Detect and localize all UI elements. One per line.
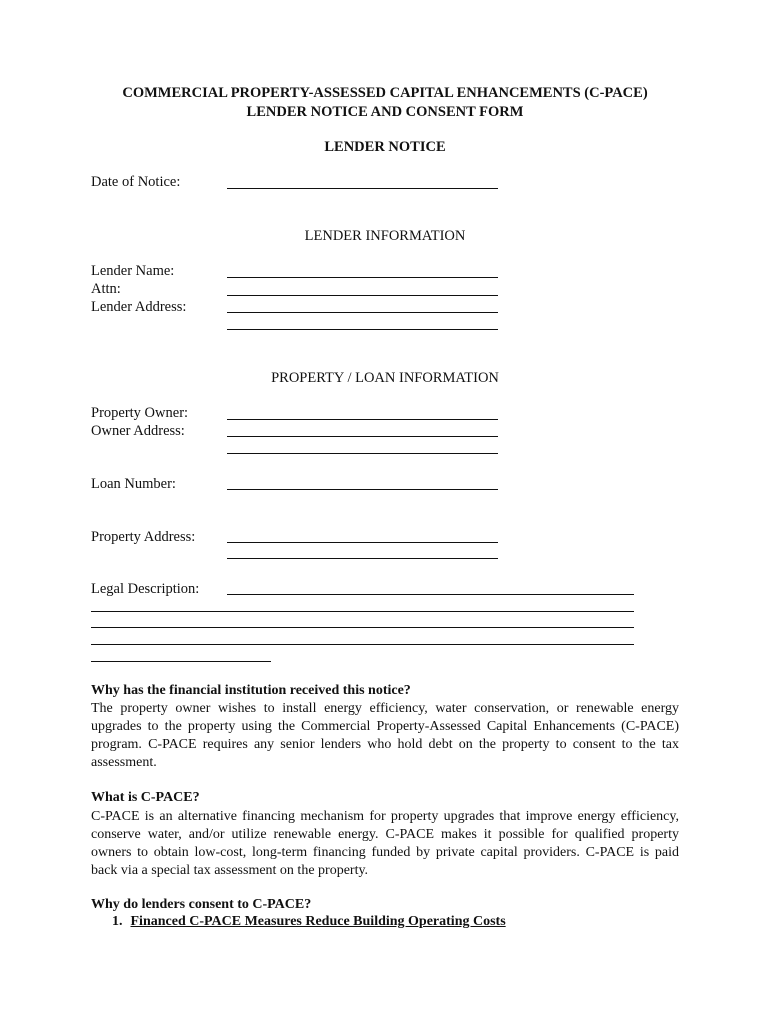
property-address-field-line-2[interactable] — [227, 558, 498, 559]
lender-address-field-line-1[interactable] — [227, 312, 498, 313]
owner-address-field-line-1[interactable] — [227, 436, 498, 437]
section-body-why-notice: The property owner wishes to install energy efficiency, water conservation, or renewable energy upgrades to the property using the Commercial Property-Assessed Capital Enhancements (C-PACE) program. C-PACE requires any senior lenders who hold debt on the property to consent to the tax assessment. — [91, 701, 679, 770]
attn-label: Attn: — [91, 281, 121, 297]
legal-description-field-line-4[interactable] — [91, 644, 634, 645]
section-heading-why-notice: Why has the financial institution received this notice? — [91, 683, 411, 698]
lender-address-label: Lender Address: — [91, 299, 187, 315]
lender-name-field[interactable] — [227, 277, 498, 278]
property-address-label: Property Address: — [91, 529, 196, 545]
form-title-line-1: COMMERCIAL PROPERTY-ASSESSED CAPITAL ENHANCEMENTS (C-PACE) — [122, 85, 648, 101]
form-title-line-2: LENDER NOTICE AND CONSENT FORM — [246, 104, 524, 120]
owner-address-label: Owner Address: — [91, 423, 185, 439]
loan-number-label: Loan Number: — [91, 476, 176, 492]
lender-notice-heading: LENDER NOTICE — [324, 139, 446, 155]
section-heading-why-consent: Why do lenders consent to C-PACE? — [91, 897, 312, 912]
list-item-number: 1. — [112, 914, 123, 929]
legal-description-field-line-5[interactable] — [91, 661, 271, 662]
list-item — [112, 914, 506, 930]
legal-description-field-line-2[interactable] — [91, 611, 634, 612]
date-of-notice-field[interactable] — [227, 188, 498, 189]
lender-address-field-line-2[interactable] — [227, 329, 498, 330]
property-owner-field[interactable] — [227, 419, 498, 420]
loan-number-field[interactable] — [227, 489, 498, 490]
section-heading-what-is-cpace: What is C-PACE? — [91, 790, 200, 805]
property-loan-information-heading: PROPERTY / LOAN INFORMATION — [271, 370, 499, 386]
owner-address-field-line-2[interactable] — [227, 453, 498, 454]
legal-description-field-line-3[interactable] — [91, 627, 634, 628]
attn-field[interactable] — [227, 295, 498, 296]
legal-description-label: Legal Description: — [91, 581, 200, 597]
lender-information-heading: LENDER INFORMATION — [304, 228, 466, 244]
list-item-text: Financed C-PACE Measures Reduce Building Operating Costs — [130, 914, 506, 929]
form-title — [0, 84, 770, 122]
date-of-notice-label: Date of Notice: — [91, 174, 181, 190]
property-owner-label: Property Owner: — [91, 405, 189, 421]
lender-name-label: Lender Name: — [91, 263, 175, 279]
legal-description-field-line-1[interactable] — [227, 594, 634, 595]
property-address-field-line-1[interactable] — [227, 542, 498, 543]
section-body-what-is-cpace: C-PACE is an alternative financing mechanism for property upgrades that improve energy efficiency, conserve water, and/or utilize renewable energy. C-PACE makes it possible for qualified property owners to obtain low-cost, long-term financing funded by private capital providers. C-PACE is paid back via a special tax assessment on the property. — [91, 809, 679, 878]
